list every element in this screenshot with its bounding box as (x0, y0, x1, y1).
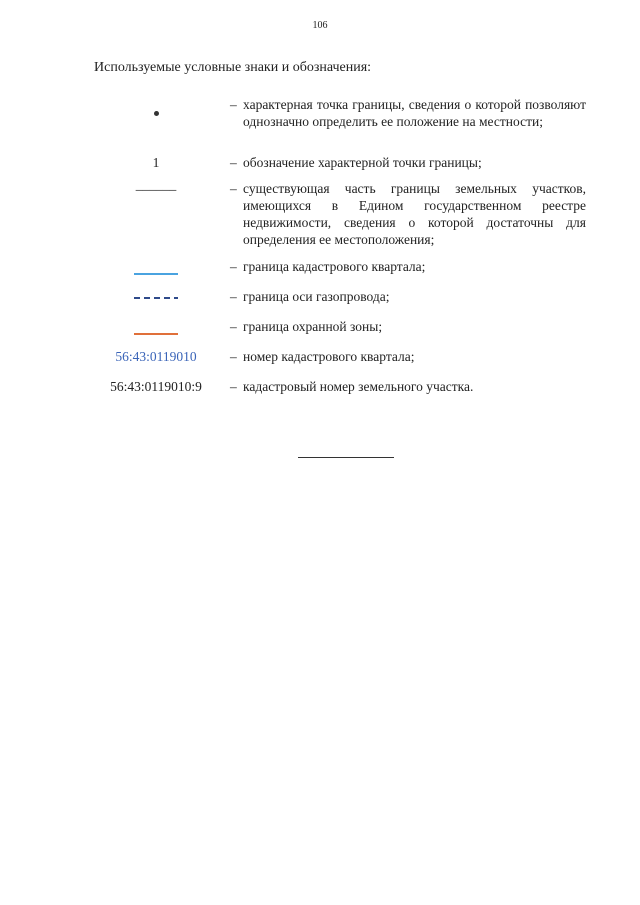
legend-description: существующая часть границы земельных участков, имеющихся в Едином государственном реестре недвижимости, сведения о которой достаточны для определения ее местоположения; (243, 181, 586, 247)
legend-description: граница кадастрового квартала; (243, 259, 426, 274)
legend-description: граница оси газопровода; (243, 289, 390, 304)
dash: – (230, 97, 237, 112)
dash: – (230, 181, 237, 196)
legend-symbol-text: 56:43:0119010:9 (110, 379, 202, 394)
dash: – (230, 155, 237, 170)
legend-description: обозначение характерной точки границы; (243, 155, 482, 170)
solid-line-icon (132, 322, 180, 336)
legend-symbol-text: ______ (135, 177, 177, 192)
legend-heading: Используемые условные знаки и обозначения: (94, 60, 372, 75)
dash: – (230, 349, 237, 364)
dash: – (230, 319, 237, 334)
legend-description: кадастровый номер земельного участка. (243, 379, 474, 394)
legend-symbol-text: 1 (152, 155, 160, 170)
page-number: 106 (312, 20, 328, 31)
dot-icon (154, 111, 159, 116)
legend-description: граница охранной зоны; (243, 319, 383, 334)
dash: – (230, 379, 237, 394)
legend-symbol-text: 56:43:0119010 (115, 349, 197, 364)
dash: – (230, 259, 237, 274)
solid-line-icon (132, 262, 180, 276)
dashed-line-icon (132, 290, 180, 304)
legend-description: номер кадастрового квартала; (243, 349, 415, 364)
legend-description: характерная точка границы, сведения о которой позволяют однозначно определить ее положение на местности; (243, 97, 586, 129)
end-divider (298, 457, 394, 458)
dash: – (230, 289, 237, 304)
